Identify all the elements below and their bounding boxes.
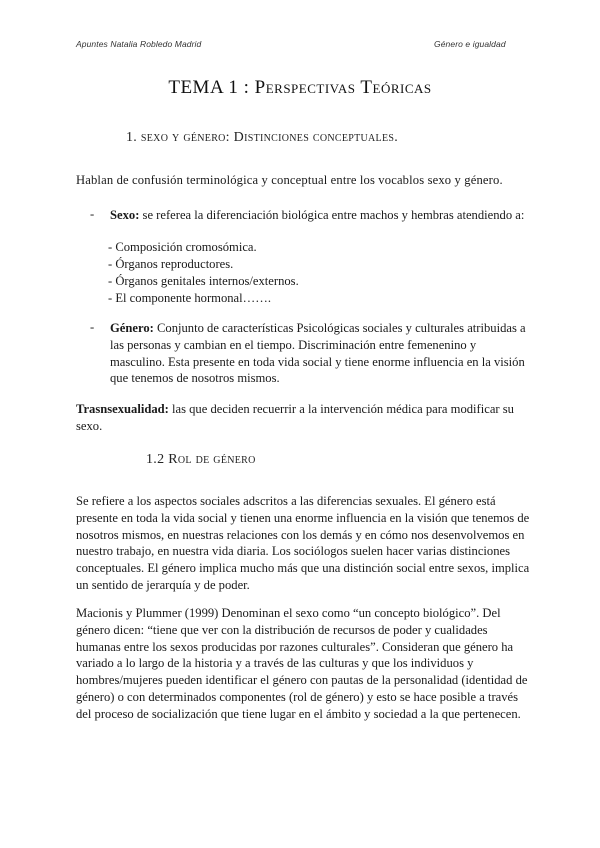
page-title: TEMA 1 : Perspectivas Teóricas	[168, 77, 432, 98]
genero-text: Conjunto de características Psicológicas sociales y culturales atribuidas a las personas y cambian en el tiempo. Discriminación entre femenenino y masculino. Esta presente en toda vida social y tiene enorme influencia en la visión que tenemos de nosotros mismos.	[110, 321, 526, 386]
section1-intro: Hablan de confusión terminológica y conceptual entre los vocablos sexo y género.	[76, 173, 503, 187]
section1-heading: 1. sexo y género: Distinciones conceptuales.	[126, 130, 399, 145]
section2-heading: 1.2 Rol de género	[146, 452, 256, 467]
sexo-label: Sexo:	[110, 208, 140, 222]
header-author: Apuntes Natalia Robledo Madrid	[76, 39, 202, 49]
sexo-item: - Órganos reproductores.	[108, 257, 234, 271]
sexo-item: - Órganos genitales internos/externos.	[108, 274, 299, 288]
section2-paragraph-2: Macionis y Plummer (1999) Denominan el sexo como “un concepto biológico”. Del género dicen: “tiene que ver con la distribución de recursos de poder y cualidades humanas entre los sexos producidas por razones culturales”. Consideran que género ha variado a lo largo de la historia y a través de las culturas y que los individuos y hombres/mujeres pueden identificar el género con pautas de la personalidad (identidad de género) o con determinados componentes (rol de género) y esto se hace posible a través del proceso de socialización que tiene lugar en el ámbito y sociedad a la que pertenecen.	[76, 606, 528, 721]
genero-definition	[110, 320, 530, 387]
sexo-bullet: -	[90, 207, 95, 221]
sexo-definition	[110, 207, 530, 224]
genero-label: Género:	[110, 321, 154, 335]
section2-paragraph-1: Se refiere a los aspectos sociales adscritos a las diferencias sexuales. El género está presente en toda la vida social y tienen una enorme influencia en la visión que tenemos de nosotros mismos, en nuestras relaciones con los demás y en cómo nos desenvolvemos en nuestro trabajo, en nuestra vida diaria. Los sociólogos suelen hacer varias distinciones conceptuales. El género implica mucho más que una distinción social entre sexos, implica un sentido de jerarquía y de poder.	[76, 494, 530, 592]
header-subject: Género e igualdad	[434, 39, 506, 49]
sexo-text: se referea la diferenciación biológica entre machos y hembras atendiendo a:	[139, 208, 525, 222]
sexo-item: - El componente hormonal…….	[108, 291, 271, 305]
transexualidad-text: las que deciden recuerrir a la intervención médica para modificar su sexo.	[76, 402, 514, 433]
transexualidad-label: Trasnsexualidad:	[76, 402, 169, 416]
sexo-item: - Composición cromosómica.	[108, 240, 257, 254]
genero-bullet: -	[90, 320, 95, 334]
transexualidad-definition	[76, 401, 531, 435]
